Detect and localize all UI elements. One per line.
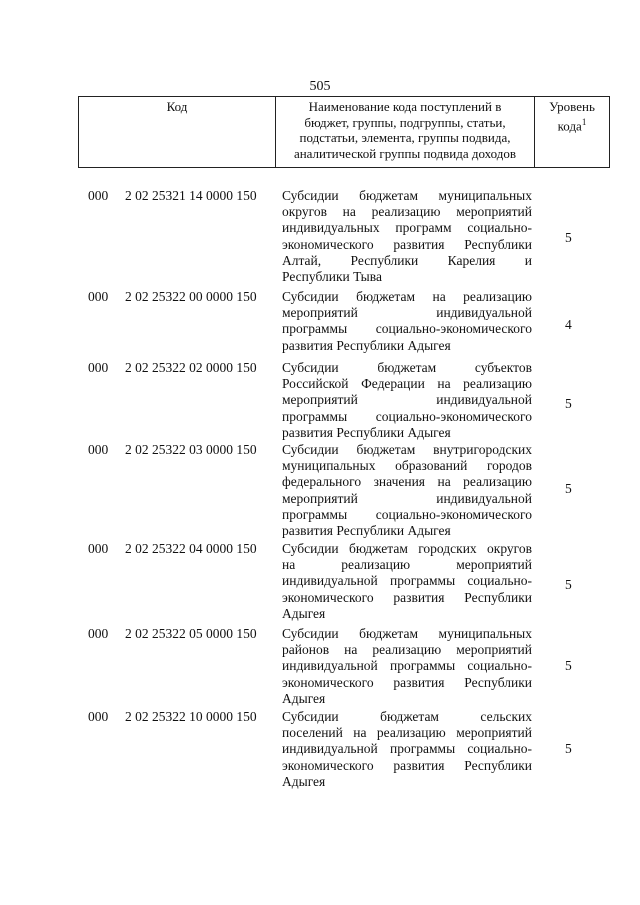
code-level: 5 <box>565 576 572 592</box>
revenue-name <box>282 541 532 622</box>
revenue-name-line: поселений на реализацию мероприятий <box>282 725 532 741</box>
revenue-name-line: экономического развития Республики <box>282 589 532 605</box>
header-name-line: Наименование кода поступлений в <box>308 99 502 114</box>
header-name-cell <box>276 97 535 168</box>
revenue-name-line: индивидуальной программы социально- <box>282 658 532 674</box>
revenue-code: 2 02 25322 00 0000 150 <box>125 289 257 304</box>
header-code-cell <box>79 97 276 168</box>
revenue-name-line: программы социально-экономического <box>282 408 532 424</box>
revenue-name-line: на реализацию мероприятий <box>282 557 532 573</box>
admin-code: 000 <box>88 709 109 724</box>
revenue-name-line: индивидуальных программ социально- <box>282 220 532 236</box>
revenue-code: 2 02 25322 05 0000 150 <box>125 626 257 641</box>
code-level: 4 <box>565 316 572 332</box>
table-row <box>0 709 640 790</box>
revenue-name-line: Субсидии бюджетам городских округов <box>282 541 532 556</box>
revenue-name-line: федерального значения на реализацию <box>282 474 532 490</box>
revenue-name-line: мероприятий индивидуальной <box>282 392 532 408</box>
revenue-name-line: индивидуальной программы социально- <box>282 573 532 589</box>
revenue-name-line: Республики Тыва <box>282 268 382 284</box>
revenue-name-line: развития Республики Адыгея <box>282 522 451 538</box>
header-code-label: Код <box>166 99 188 114</box>
revenue-name <box>282 709 532 790</box>
revenue-name-line: округов на реализацию мероприятий <box>282 204 532 220</box>
admin-code: 000 <box>88 541 109 556</box>
revenue-name-line: программы социально-экономического <box>282 321 532 337</box>
admin-code: 000 <box>88 188 109 203</box>
revenue-name-line: Адыгея <box>282 690 326 706</box>
revenue-code: 2 02 25322 10 0000 150 <box>125 709 257 724</box>
code-level: 5 <box>565 658 572 674</box>
revenue-name-line: мероприятий индивидуальной <box>282 305 532 321</box>
code-level: 5 <box>565 480 572 496</box>
revenue-code: 2 02 25321 14 0000 150 <box>125 188 257 203</box>
revenue-name-line: экономического развития Республики <box>282 674 532 690</box>
header-table <box>78 96 610 168</box>
revenue-name-line: индивидуальной программы социально- <box>282 741 532 757</box>
code-level: 5 <box>565 230 572 246</box>
revenue-name-line: Субсидии бюджетам муниципальных <box>282 188 532 203</box>
revenue-name-line: районов на реализацию мероприятий <box>282 642 532 658</box>
revenue-name-line: муниципальных образований городов <box>282 458 532 474</box>
header-level-line: Уровень <box>549 99 595 114</box>
header-name-line: бюджет, группы, подгруппы, статьи, <box>304 114 506 130</box>
admin-code: 000 <box>88 360 109 375</box>
revenue-code: 2 02 25322 03 0000 150 <box>125 442 257 457</box>
revenue-code: 2 02 25322 02 0000 150 <box>125 360 257 375</box>
header-level-line <box>537 115 607 134</box>
revenue-name-line: программы социально-экономического <box>282 506 532 522</box>
code-level: 5 <box>565 741 572 757</box>
revenue-name-line: развития Республики Адыгея <box>282 424 451 440</box>
revenue-name <box>282 289 532 354</box>
revenue-name-line: Адыгея <box>282 605 326 621</box>
footnote-marker: 1 <box>581 116 587 127</box>
revenue-name <box>282 360 532 441</box>
revenue-name-line: экономического развития Республики <box>282 236 532 252</box>
table-row <box>0 289 640 354</box>
table-row <box>0 626 640 707</box>
revenue-name-line: Субсидии бюджетам внутригородских <box>282 442 532 457</box>
header-level-word: кода <box>557 117 582 133</box>
admin-code: 000 <box>88 442 109 457</box>
revenue-name <box>282 188 532 285</box>
revenue-name-line: Алтай, Республики Карелия и <box>282 252 532 268</box>
revenue-name-line: развития Республики Адыгея <box>282 337 451 353</box>
admin-code: 000 <box>88 289 109 304</box>
header-name-line: подстатьи, элемента, группы подвида, <box>299 130 511 145</box>
revenue-name <box>282 626 532 707</box>
revenue-name-line: Субсидии бюджетам на реализацию <box>282 289 532 304</box>
header-name-line: аналитической группы подвида доходов <box>293 145 517 161</box>
table-row <box>0 188 640 285</box>
revenue-name-line: Адыгея <box>282 773 326 789</box>
revenue-code: 2 02 25322 04 0000 150 <box>125 541 257 556</box>
revenue-name <box>282 442 532 539</box>
table-row <box>0 360 640 441</box>
revenue-name-line: мероприятий индивидуальной <box>282 490 532 506</box>
revenue-name-line: экономического развития Республики <box>282 757 532 773</box>
header-level-cell <box>535 97 610 168</box>
revenue-name-line: Субсидии бюджетам субъектов <box>282 360 532 375</box>
table-row <box>0 442 640 539</box>
revenue-name-line: Субсидии бюджетам муниципальных <box>282 626 532 641</box>
page-number: 505 <box>309 79 331 94</box>
revenue-name-line: Субсидии бюджетам сельских <box>282 709 532 724</box>
admin-code: 000 <box>88 626 109 641</box>
revenue-name-line: Российской Федерации на реализацию <box>282 376 532 392</box>
code-level: 5 <box>565 395 572 411</box>
table-row <box>0 541 640 622</box>
